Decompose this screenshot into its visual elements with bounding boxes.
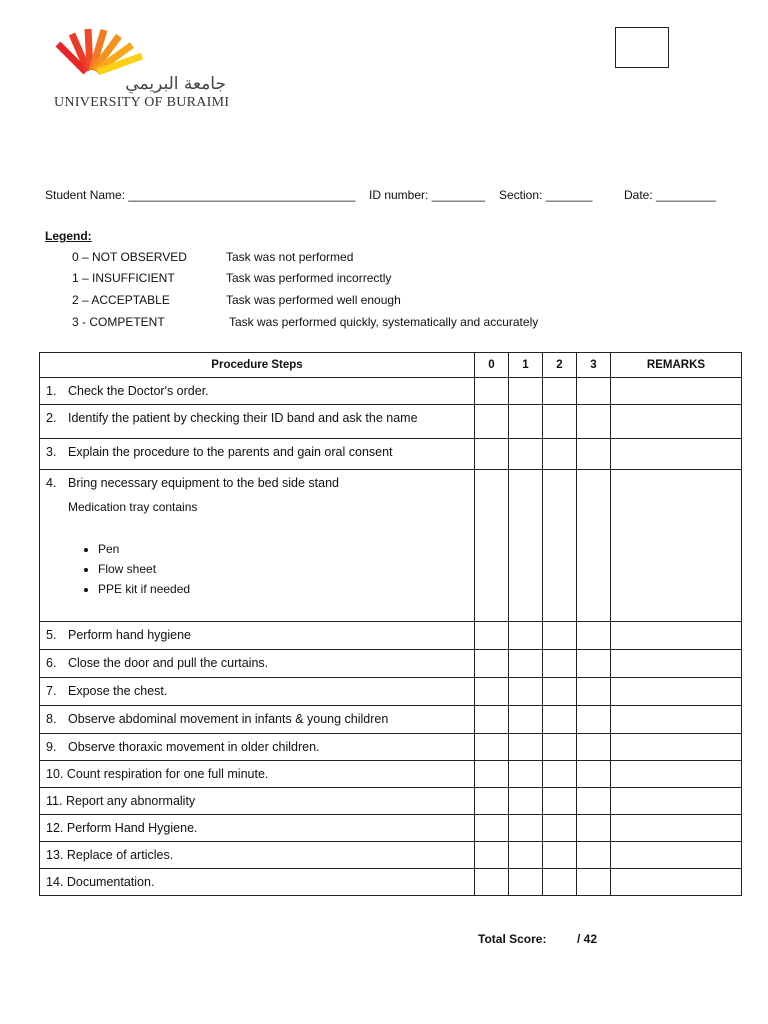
equipment-list [46, 542, 468, 596]
score-cell-2[interactable] [543, 761, 577, 788]
score-cell-0[interactable] [475, 650, 509, 678]
list-item: • PPE kit if needed [98, 582, 468, 596]
university-name-english: UNIVERSITY OF BURAIMI [54, 95, 230, 110]
remarks-cell[interactable] [611, 650, 742, 678]
step-text: Check the Doctor's order. [68, 384, 209, 398]
score-cell-3[interactable] [577, 405, 611, 439]
score-cell-2[interactable] [543, 734, 577, 761]
score-cell-0[interactable] [475, 405, 509, 439]
id-number-field[interactable]: ID number: ________ [369, 188, 486, 202]
step-cell [40, 734, 475, 761]
step-text: Identify the patient by checking their ID band and ask the name [68, 411, 418, 425]
university-name-arabic: جامعة البريمي [125, 74, 226, 94]
legend-desc: Task was performed quickly, systematically and accurately [229, 315, 539, 329]
remarks-cell[interactable] [611, 869, 742, 896]
score-cell-1[interactable] [509, 378, 543, 405]
step-text: Perform Hand Hygiene. [66, 821, 198, 835]
remarks-cell[interactable] [611, 734, 742, 761]
step-number: 2. [46, 411, 57, 425]
table-row [40, 734, 742, 761]
step-cell [40, 678, 475, 706]
date-field[interactable]: Date: _________ [624, 188, 717, 202]
score-cell-3[interactable] [577, 439, 611, 470]
step-text: Bring necessary equipment to the bed side stand [68, 476, 340, 490]
legend-code: 2 – ACCEPTABLE [72, 293, 170, 307]
step-cell [40, 650, 475, 678]
remarks-cell[interactable] [611, 706, 742, 734]
score-cell-3[interactable] [577, 622, 611, 650]
list-item: • Flow sheet [98, 562, 468, 576]
score-cell-0[interactable] [475, 622, 509, 650]
step-cell [40, 439, 475, 470]
legend-code: 3 - COMPETENT [72, 315, 165, 329]
score-cell-2[interactable] [543, 869, 577, 896]
score-cell-3[interactable] [577, 761, 611, 788]
score-cell-1[interactable] [509, 439, 543, 470]
score-cell-2[interactable] [543, 815, 577, 842]
student-name-field[interactable]: Student Name: __________________________________ [45, 188, 356, 202]
score-cell-1[interactable] [509, 761, 543, 788]
step-text: Close the door and pull the curtains. [68, 656, 269, 670]
step-cell [40, 869, 475, 896]
table-row [40, 622, 742, 650]
score-cell-1[interactable] [509, 869, 543, 896]
score-cell-3[interactable] [577, 650, 611, 678]
score-cell-1[interactable] [509, 788, 543, 815]
step-text: Documentation. [66, 875, 155, 889]
remarks-cell[interactable] [611, 405, 742, 439]
score-cell-1[interactable] [509, 734, 543, 761]
step-number: 11. [46, 794, 63, 808]
score-cell-0[interactable] [475, 788, 509, 815]
score-cell-0[interactable] [475, 678, 509, 706]
legend-desc: Task was performed well enough [226, 293, 401, 307]
score-cell-1[interactable] [509, 405, 543, 439]
step-text: Observe abdominal movement in infants & young children [68, 712, 389, 726]
step-number: 14. [46, 875, 64, 889]
step-number: 10. [46, 767, 64, 781]
score-cell-2[interactable] [543, 439, 577, 470]
score-cell-3[interactable] [577, 788, 611, 815]
remarks-cell[interactable] [611, 788, 742, 815]
table-row [40, 869, 742, 896]
score-cell-0[interactable] [475, 869, 509, 896]
step-cell [40, 378, 475, 405]
legend-title: Legend: [45, 229, 92, 243]
step-text: Perform hand hygiene [68, 628, 191, 642]
score-cell-0[interactable] [475, 734, 509, 761]
total-score-value[interactable]: / 42 [577, 932, 598, 946]
legend-code: 1 – INSUFFICIENT [72, 271, 175, 285]
score-cell-1[interactable] [509, 470, 543, 622]
score-cell-0[interactable] [475, 761, 509, 788]
score-cell-3[interactable] [577, 470, 611, 622]
legend-desc: Task was not performed [226, 250, 354, 264]
header-procedure-steps: Procedure Steps [40, 353, 475, 378]
step-number: 1. [46, 384, 57, 398]
score-box[interactable] [615, 27, 669, 68]
table-row [40, 706, 742, 734]
score-cell-2[interactable] [543, 622, 577, 650]
procedure-steps-table [39, 352, 742, 896]
step-number: 12. [46, 821, 64, 835]
total-score-label: Total Score: [478, 932, 547, 946]
score-cell-1[interactable] [509, 842, 543, 869]
score-cell-0[interactable] [475, 706, 509, 734]
step-number: 3. [46, 445, 57, 459]
score-cell-2[interactable] [543, 678, 577, 706]
step-number: 6. [46, 656, 57, 670]
score-cell-2[interactable] [543, 378, 577, 405]
score-cell-1[interactable] [509, 650, 543, 678]
legend [45, 229, 539, 329]
score-cell-3[interactable] [577, 869, 611, 896]
table-row [40, 405, 742, 439]
university-logo [52, 24, 242, 114]
table-row [40, 788, 742, 815]
table-row [40, 678, 742, 706]
step-text: Report any abnormality [65, 794, 196, 808]
score-cell-3[interactable] [577, 734, 611, 761]
score-cell-1[interactable] [509, 622, 543, 650]
step-text: Expose the chest. [68, 684, 168, 698]
step-text: Explain the procedure to the parents and gain oral consent [68, 445, 393, 459]
step-cell [40, 842, 475, 869]
score-cell-1[interactable] [509, 815, 543, 842]
step-cell [40, 470, 475, 622]
score-cell-1[interactable] [509, 706, 543, 734]
remarks-cell[interactable] [611, 815, 742, 842]
score-cell-2[interactable] [543, 650, 577, 678]
table-row [40, 815, 742, 842]
table-row [40, 650, 742, 678]
remarks-cell[interactable] [611, 622, 742, 650]
step-subtext: Medication tray contains [68, 500, 198, 514]
score-cell-0[interactable] [475, 815, 509, 842]
remarks-cell[interactable] [611, 439, 742, 470]
score-cell-3[interactable] [577, 815, 611, 842]
score-cell-3[interactable] [577, 842, 611, 869]
header-score-1: 1 [509, 353, 543, 378]
score-cell-3[interactable] [577, 678, 611, 706]
step-cell [40, 761, 475, 788]
table-header-row [40, 353, 742, 378]
step-number: 9. [46, 740, 57, 754]
remarks-cell[interactable] [611, 470, 742, 622]
score-cell-0[interactable] [475, 842, 509, 869]
legend-desc: Task was performed incorrectly [226, 271, 392, 285]
remarks-cell[interactable] [611, 378, 742, 405]
section-field[interactable]: Section: _______ [499, 188, 593, 202]
remarks-cell[interactable] [611, 678, 742, 706]
step-text: Replace of articles. [66, 848, 174, 862]
step-number: 5. [46, 628, 57, 642]
header-score-2: 2 [543, 353, 577, 378]
table-row [40, 378, 742, 405]
header-remarks: REMARKS [611, 353, 742, 378]
legend-code: 0 – NOT OBSERVED [72, 250, 187, 264]
score-cell-2[interactable] [543, 788, 577, 815]
header-score-0: 0 [475, 353, 509, 378]
step-cell [40, 622, 475, 650]
step-cell [40, 788, 475, 815]
step-number: 13. [46, 848, 64, 862]
step-text: Count respiration for one full minute. [66, 767, 269, 781]
table-row [40, 470, 742, 622]
score-cell-0[interactable] [475, 439, 509, 470]
score-cell-0[interactable] [475, 470, 509, 622]
score-cell-3[interactable] [577, 706, 611, 734]
remarks-cell[interactable] [611, 842, 742, 869]
score-cell-3[interactable] [577, 378, 611, 405]
step-cell [40, 815, 475, 842]
step-cell [40, 405, 475, 439]
score-cell-2[interactable] [543, 706, 577, 734]
score-cell-2[interactable] [543, 470, 577, 622]
step-number: 7. [46, 684, 57, 698]
remarks-cell[interactable] [611, 761, 742, 788]
table-row [40, 439, 742, 470]
table-row [40, 842, 742, 869]
step-number: 4. [46, 476, 57, 490]
step-text: Observe thoraxic movement in older children. [68, 740, 320, 754]
score-cell-1[interactable] [509, 678, 543, 706]
list-item: • Pen [98, 542, 468, 556]
score-cell-2[interactable] [543, 405, 577, 439]
sunburst-logo-icon [52, 24, 162, 76]
score-cell-2[interactable] [543, 842, 577, 869]
step-number: 8. [46, 712, 57, 726]
step-cell [40, 706, 475, 734]
table-row [40, 761, 742, 788]
score-cell-0[interactable] [475, 378, 509, 405]
header-score-3: 3 [577, 353, 611, 378]
